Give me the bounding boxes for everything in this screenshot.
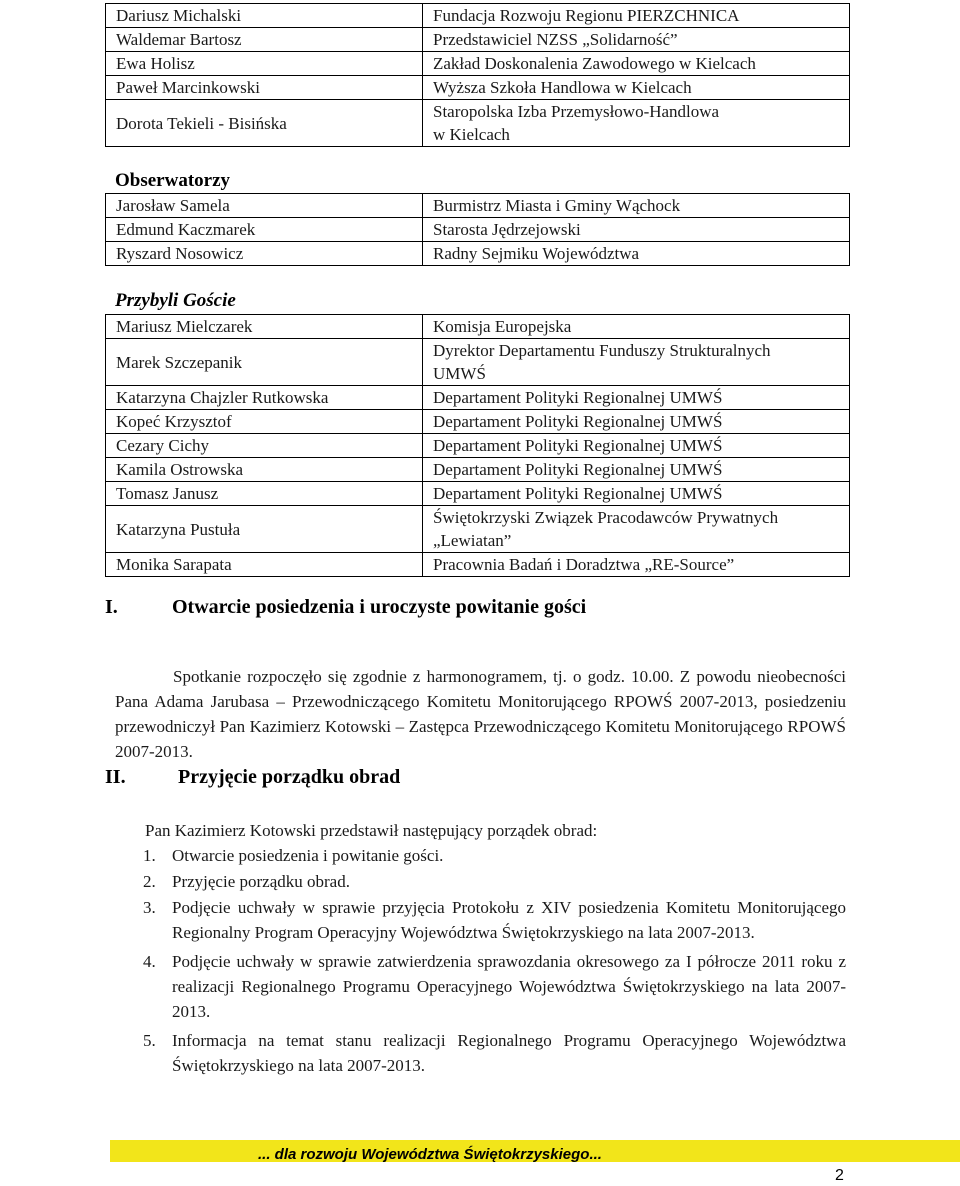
observers-table — [105, 193, 850, 266]
item-text: Podjęcie uchwały w sprawie przyjęcia Protokołu z XIV posiedzenia Komitetu Monitorującego Regionalny Program Operacyjny Województwa Świętokrzyskiego na lata 2007-2013. — [172, 898, 846, 942]
observer-org: Burmistrz Miasta i Gminy Wąchock — [423, 194, 850, 218]
guest-org: Komisja Europejska — [423, 315, 850, 339]
guest-name: Katarzyna Chajzler Rutkowska — [106, 386, 423, 410]
table-row — [106, 458, 850, 482]
guest-name: Marek Szczepanik — [106, 339, 423, 386]
guest-org — [423, 339, 850, 386]
table-row — [106, 52, 850, 76]
org-line: „Lewiatan” — [433, 531, 512, 550]
guest-org: Departament Polityki Regionalnej UMWŚ — [423, 482, 850, 506]
table-row — [106, 28, 850, 52]
guest-name: Mariusz Mielczarek — [106, 315, 423, 339]
guest-org — [423, 506, 850, 553]
table-row — [106, 194, 850, 218]
member-org: Przedstawiciel NZSS „Solidarność” — [423, 28, 850, 52]
guests-table — [105, 314, 850, 577]
item-number: 2. — [143, 872, 156, 891]
list-item — [143, 949, 846, 1024]
list-item — [143, 843, 846, 868]
table-row — [106, 386, 850, 410]
section-2-title: Przyjęcie porządku obrad — [178, 766, 401, 788]
section-1-paragraph: Spotkanie rozpoczęło się zgodnie z harmonogramem, tj. o godz. 10.00. Z powodu nieobecności Pana Adama Jarubasa – Przewodniczącego Komitetu Monitorującego RPOWŚ 2007-2013, posiedzeniu przewodniczył Pan Kazimierz Kotowski – Zastępca Przewodniczącego Komitetu Monitorującego RPOWŚ 2007-2013. — [115, 667, 846, 761]
guest-name: Tomasz Janusz — [106, 482, 423, 506]
item-text: Podjęcie uchwały w sprawie zatwierdzenia sprawozdania okresowego za I półrocze 2011 roku z realizacji Regionalnego Programu Operacyjnego Województwa Świętokrzyskiego na lata 2007-2013. — [172, 952, 846, 1021]
guest-org: Departament Polityki Regionalnej UMWŚ — [423, 410, 850, 434]
guest-name: Kamila Ostrowska — [106, 458, 423, 482]
member-org: Zakład Doskonalenia Zawodowego w Kielcach — [423, 52, 850, 76]
item-text: Informacja na temat stanu realizacji Regionalnego Programu Operacyjnego Województwa Świętokrzyskiego na lata 2007-2013. — [172, 1031, 846, 1075]
org-line: Dyrektor Departamentu Funduszy Strukturalnych — [433, 341, 771, 360]
table-row — [106, 410, 850, 434]
list-item — [143, 895, 846, 945]
table-row — [106, 218, 850, 242]
guest-name: Kopeć Krzysztof — [106, 410, 423, 434]
member-org: Wyższa Szkoła Handlowa w Kielcach — [423, 76, 850, 100]
table-row — [106, 553, 850, 577]
member-org — [423, 100, 850, 147]
section-1-title: Otwarcie posiedzenia i uroczyste powitanie gości — [172, 596, 587, 618]
table-row — [106, 339, 850, 386]
item-number: 5. — [143, 1031, 156, 1050]
observers-heading: Obserwatorzy — [115, 170, 231, 191]
observer-name: Ryszard Nosowicz — [106, 242, 423, 266]
member-name: Ewa Holisz — [106, 52, 423, 76]
member-org: Fundacja Rozwoju Regionu PIERZCHNICA — [423, 4, 850, 28]
list-item — [143, 869, 846, 894]
page-number: 2 — [835, 1167, 844, 1184]
item-number: 3. — [143, 898, 156, 917]
table-row — [106, 100, 850, 147]
org-line: w Kielcach — [433, 125, 510, 144]
item-text: Przyjęcie porządku obrad. — [172, 872, 350, 891]
member-name: Paweł Marcinkowski — [106, 76, 423, 100]
guest-org: Pracownia Badań i Doradztwa „RE-Source” — [423, 553, 850, 577]
item-text: Otwarcie posiedzenia i powitanie gości. — [172, 846, 444, 865]
table-row — [106, 4, 850, 28]
guest-name: Katarzyna Pustuła — [106, 506, 423, 553]
member-name: Waldemar Bartosz — [106, 28, 423, 52]
table-row — [106, 315, 850, 339]
section-1-number: I. — [105, 596, 118, 618]
list-item — [143, 1028, 846, 1078]
table-row — [106, 482, 850, 506]
member-name: Dorota Tekieli - Bisińska — [106, 100, 423, 147]
table-row — [106, 242, 850, 266]
guest-org: Departament Polityki Regionalnej UMWŚ — [423, 434, 850, 458]
observer-org: Radny Sejmiku Województwa — [423, 242, 850, 266]
table-row — [106, 434, 850, 458]
org-line: UMWŚ — [433, 364, 486, 383]
members-table — [105, 3, 850, 147]
observer-name: Jarosław Samela — [106, 194, 423, 218]
table-row — [106, 506, 850, 553]
section-2-number: II. — [105, 766, 126, 788]
guest-name: Monika Sarapata — [106, 553, 423, 577]
footer-slogan: ... dla rozwoju Województwa Świętokrzyskiego... — [258, 1146, 602, 1162]
agenda-list — [143, 843, 846, 1079]
guest-org: Departament Polityki Regionalnej UMWŚ — [423, 458, 850, 482]
guests-heading: Przybyli Goście — [115, 290, 236, 311]
table-row — [106, 76, 850, 100]
agenda-intro: Pan Kazimierz Kotowski przedstawił następujący porządek obrad: — [145, 821, 598, 840]
org-line: Staropolska Izba Przemysłowo-Handlowa — [433, 102, 720, 121]
guest-org: Departament Polityki Regionalnej UMWŚ — [423, 386, 850, 410]
member-name: Dariusz Michalski — [106, 4, 423, 28]
guest-name: Cezary Cichy — [106, 434, 423, 458]
item-number: 1. — [143, 846, 156, 865]
item-number: 4. — [143, 952, 156, 971]
observer-org: Starosta Jędrzejowski — [423, 218, 850, 242]
org-line: Świętokrzyski Związek Pracodawców Prywatnych — [433, 508, 779, 527]
observer-name: Edmund Kaczmarek — [106, 218, 423, 242]
